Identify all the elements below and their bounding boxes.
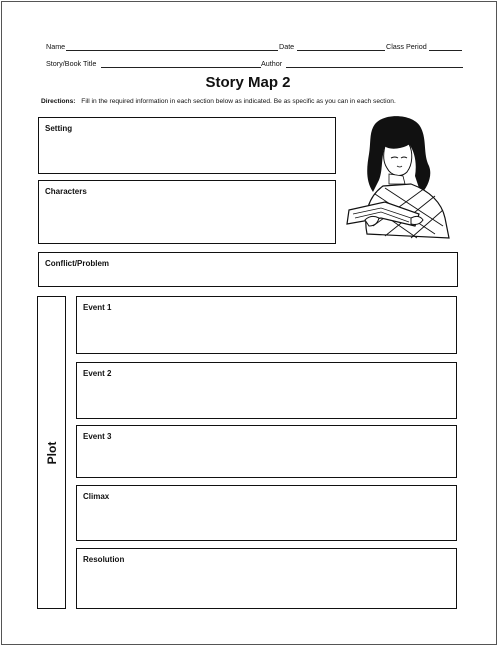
event-2-box[interactable] bbox=[76, 362, 457, 419]
author-label: Author bbox=[261, 59, 283, 68]
event-1-label: Event 1 bbox=[83, 303, 112, 312]
class-period-label: Class Period bbox=[386, 42, 427, 51]
characters-box[interactable] bbox=[38, 180, 336, 244]
name-label: Name bbox=[46, 42, 66, 51]
date-label: Date bbox=[279, 42, 295, 51]
setting-box[interactable] bbox=[38, 117, 336, 174]
plot-label-box bbox=[37, 296, 66, 609]
conflict-problem-label: Conflict/Problem bbox=[45, 259, 110, 268]
class-period-field[interactable] bbox=[429, 50, 462, 51]
directions-label: Directions: bbox=[41, 98, 76, 105]
name-field[interactable] bbox=[66, 50, 278, 51]
story-title-field[interactable] bbox=[101, 67, 261, 68]
climax-box[interactable] bbox=[76, 485, 457, 541]
event-3-box[interactable] bbox=[76, 425, 457, 478]
event-2-label: Event 2 bbox=[83, 369, 112, 378]
setting-label: Setting bbox=[45, 124, 73, 133]
author-field[interactable] bbox=[286, 67, 463, 68]
girl-reading-illustration bbox=[345, 114, 457, 240]
story-title-label: Story/Book Title bbox=[46, 59, 97, 68]
climax-label: Climax bbox=[83, 492, 110, 501]
conflict-problem-box[interactable] bbox=[38, 252, 458, 287]
date-field[interactable] bbox=[297, 50, 385, 51]
event-1-box[interactable] bbox=[76, 296, 457, 354]
characters-label: Characters bbox=[45, 187, 87, 196]
resolution-box[interactable] bbox=[76, 548, 457, 609]
directions-text: Fill in the required information in each section below as indicated. Be as specific as you can in each section. bbox=[81, 98, 396, 105]
page-title: Story Map 2 bbox=[205, 74, 291, 91]
event-3-label: Event 3 bbox=[83, 432, 112, 441]
directions bbox=[41, 98, 396, 105]
resolution-label: Resolution bbox=[83, 555, 125, 564]
plot-label: Plot bbox=[44, 441, 59, 464]
